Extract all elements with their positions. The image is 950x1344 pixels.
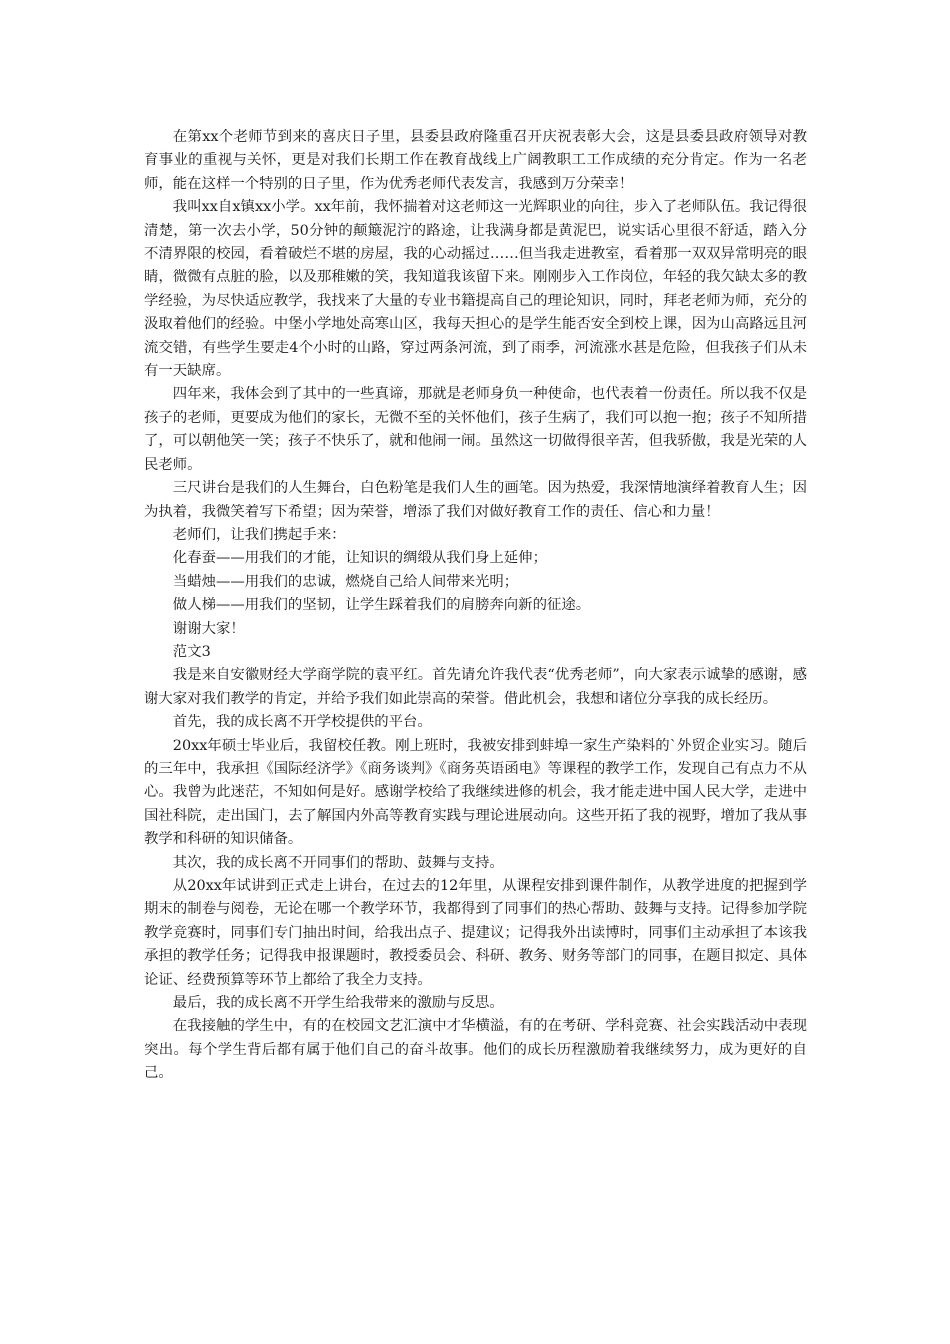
section-heading: 范文3 [172,643,211,660]
paragraph: 20xx年硕士毕业后，我留校任教。刚上班时，我被安排到蚌埠一家生产染料的`外贸企业实习。随后的三年中，我承担《国际经济学》《商务谈判》《商务英语函电》等课程的教学工作，发现自己有点力不从心。我曾为此迷茫，不知如何是好。感谢学校给了我继续进修的机会，我才能走进中国人民大学，走进中国社科院，走出国门，去了解国内外高等教育实践与理论进展动向。这些开拓了我的视野，增加了我从事教学和科研的知识储备。 [144,737,807,848]
paragraph: 在第xx个老师节到来的喜庆日子里，县委县政府隆重召开庆祝表彰大会，这是县委县政府领导对教育事业的重视与关怀，更是对我们长期工作在教育战线上广阔教职工工作成绩的充分肯定。作为一名老师，能在这样一个特别的日子里，作为优秀老师代表发言，我感到万分荣幸！ [144,129,807,192]
paragraph: 其次，我的成长离不开同事们的帮助、鼓舞与支持。 [172,854,504,871]
paragraph: 我叫xx自x镇xx小学。xx年前，我怀揣着对这老师这一光辉职业的向往，步入了老师队伍。我记得很清楚，第一次去小学，50分钟的颠簸泥泞的路途，让我满身都是黄泥巴，说实话心里很不舒适，踏入分不清界限的校园，看着破烂不堪的房屋，我的心动摇过……但当我走进教室，看着那一双双异常明亮的眼睛，微微有点脏的脸，以及那稚嫩的笑，我知道我该留下来。刚刚步入工作岗位，年轻的我欠缺太多的教学经验，为尽快适应教学，我找来了大量的专业书籍提高自己的理论知识，同时，拜老老师为师，充分的汲取着他们的经验。中堡小学地处高寒山区，我每天担心的是学生能否安全到校上课，因为山高路远且河流交错，有些学生要走4个小时的山路，穿过两条河流，到了雨季，河流涨水甚是危险，但我孩子们从未有一天缺席。 [144,199,807,380]
paragraph: 四年来，我体会到了其中的一些真谛，那就是老师身负一种使命，也代表着一份责任。所以我不仅是孩子的老师，更要成为他们的家长，无微不至的关怀他们，孩子生病了，我们可以抱一抱；孩子不知所措了，可以朝他笑一笑；孩子不快乐了，就和他闹一闹。虽然这一切做得很辛苦，但我骄傲，我是光荣的人民老师。 [144,386,807,473]
paragraph: 我是来自安徽财经大学商学院的袁平红。首先请允许我代表“优秀老师”，向大家表示诚挚的感谢，感谢大家对我们教学的肯定，并给予我们如此崇高的荣誉。借此机会，我想和诸位分享我的成长经历。 [144,667,807,707]
paragraph: 谢谢大家！ [172,620,245,637]
paragraph: 当蜡烛——用我们的忠诚，燃烧自己给人间带来光明； [172,573,519,590]
paragraph: 做人梯——用我们的坚韧，让学生踩着我们的肩膀奔向新的征途。 [172,597,591,614]
paragraph: 三尺讲台是我们的人生舞台，白色粉笔是我们人生的画笔。因为热爱，我深情地演绎着教育人生；因为执着，我微笑着写下希望；因为荣誉，增添了我们对做好教育工作的责任、信心和力量！ [144,480,807,520]
paragraph: 首先，我的成长离不开学校提供的平台。 [172,714,432,731]
document-body [144,126,807,1086]
paragraph: 最后，我的成长离不开学生给我带来的激励与反思。 [172,995,504,1012]
paragraph: 化春蚕——用我们的才能，让知识的绸缎从我们身上延伸； [172,550,547,567]
paragraph: 老师们，让我们携起手来： [172,526,346,543]
paragraph: 在我接触的学生中，有的在校园文艺汇演中才华横溢，有的在考研、学科竞赛、社会实践活动中表现突出。每个学生背后都有属于他们自己的奋斗故事。他们的成长历程激励着我继续努力，成为更好的自己。 [144,1018,807,1082]
paragraph: 从20xx年试讲到正式走上讲台，在过去的12年里，从课程安排到课件制作，从教学进度的把握到学期末的制卷与阅卷，无论在哪一个教学环节，我都得到了同事们的热心帮助、鼓舞与支持。记得参加学院教学竞赛时，同事们专门抽出时间，给我出点子、提建议；记得我外出读博时，同事们主动承担了本该我承担的教学任务；记得我申报课题时，教授委员会、科研、教务、财务等部门的同事，在题目拟定、具体论证、经费预算等环节上都给了我全力支持。 [144,878,807,988]
